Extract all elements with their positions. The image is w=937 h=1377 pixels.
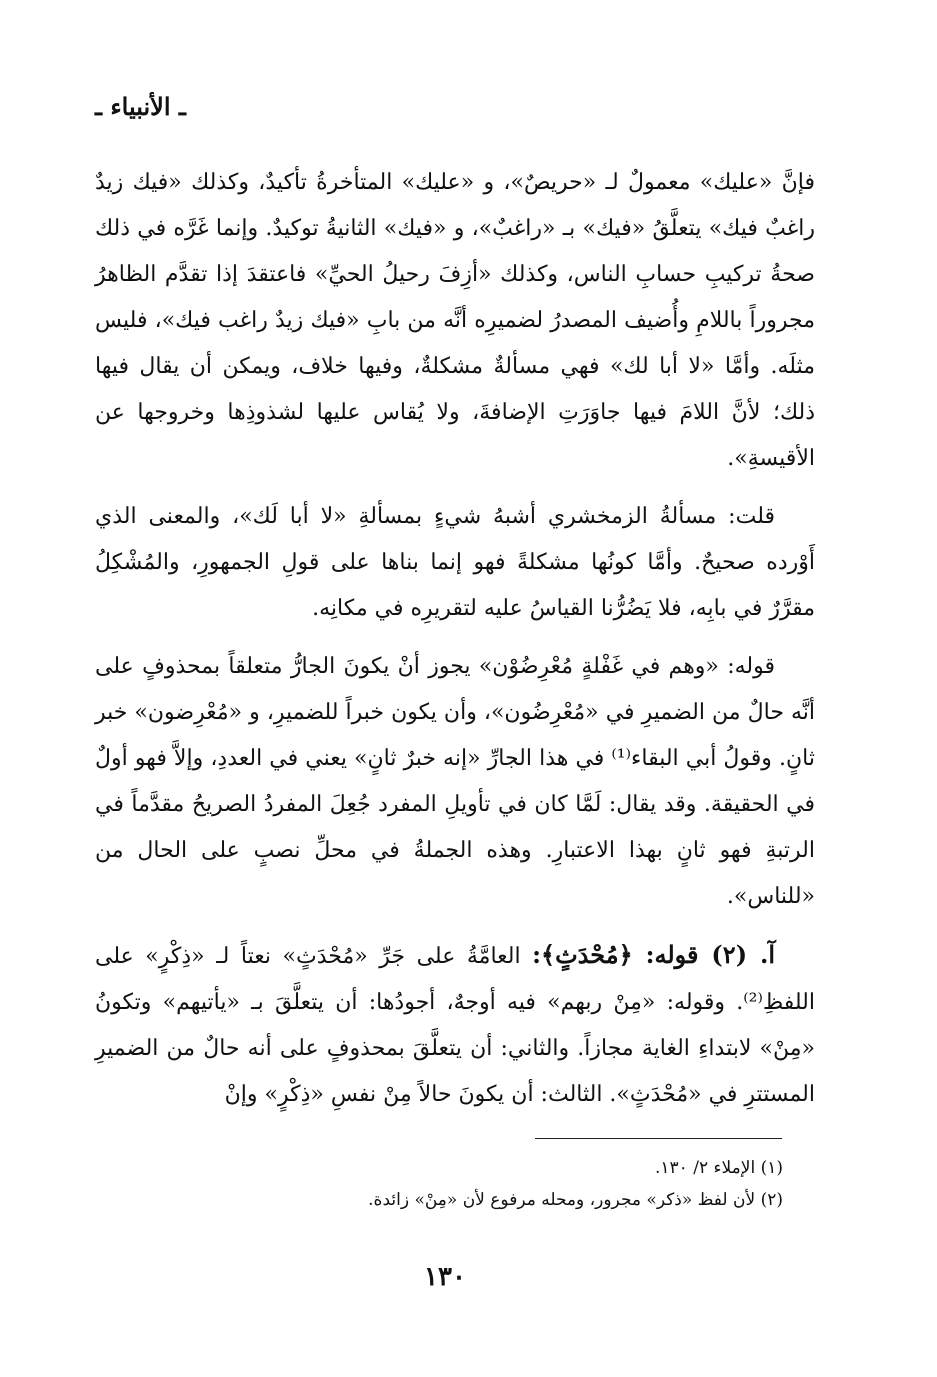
verse-marker: آ. (٢) قوله: ﴿مُحْدَثٍ﴾: <box>532 940 775 969</box>
footnote-divider <box>535 1138 782 1139</box>
footnotes <box>95 1152 783 1216</box>
verse-paragraph <box>95 932 815 1118</box>
running-header: ـ الأنبياء ـ <box>95 92 186 121</box>
paragraph: فإنَّ «عليك» معمولٌ لـ «حريصٌ»، و «عليك» المتأخرةُ تأكيدٌ، وكذلك «فيك زيدٌ راغبٌ فيك» يتعلَّقُ «فيك» بـ «راغبٌ»، و «فيك» الثانيةُ توكيدٌ. وإنما غَرَّه في ذلك صحةُ تركيبِ حسابِ الناس، وكذلك «أزِفَ رحيلُ الحيِّ» فاعتقدَ إذا تقدَّم الظاهرُ مجروراً باللامِ وأُضيف المصدرُ لضميرِه أنَّه من بابِ «فيك زيدٌ راغب فيك»، فليس مثلَه. وأمَّا «لا أبا لك» فهي مسألةٌ مشكلةٌ، وفيها خلاف، ويمكن أن يقال فيها ذلك؛ لأنَّ اللامَ فيها جاوَرَتِ الإضافةَ، ولا يُقاس عليها لشذوذِها وخروجها عن الأقيسةِ». <box>95 170 815 471</box>
page-number: ١٣٠ <box>424 1262 466 1292</box>
paragraph: قوله: «وهم في غَفْلةٍ مُعْرِضُوْن» يجوز أنْ يكونَ الجارُّ متعلقاً بمحذوفٍ على أنَّه حالٌ من الضميرِ في «مُعْرِضُون»، وأن يكون خبراً للضميرِ، و «مُعْرِضون» خبر ثانٍ. وقولُ أبي البقاء⁽¹⁾ في هذا الجارِّ «إنه خبرٌ ثانٍ» يعني في العددِ، وإلاَّ فهو أولٌ في الحقيقة. وقد يقال: لَمَّا كان في تأويلِ المفرد جُعِلَ المفردُ الصريحُ مقدَّماً في الرتبةِ فهو ثانٍ بهذا الاعتبارِ. وهذه الجملةُ في محلِّ نصبٍ على الحال من «للناس». <box>95 654 815 909</box>
verse-text: العامَّةُ على جَرِّ «مُحْدَثٍ» نعتاً لـ «ذِكْرٍ» على اللفظِ⁽²⁾. وقوله: «مِنْ ربهم» فيه أوجهٌ، أجودُها: أن يتعلَّقَ بـ «يأتيهم» وتكونُ «مِنْ» لابتداءِ الغاية مجازاً. والثاني: أن يتعلَّقَ بمحذوفٍ على أنه حالٌ من الضميرِ المستترِ في «مُحْدَثٍ». الثالث: أن يكونَ حالاً مِنْ نفسِ «ذِكْرٍ» وإنْ <box>95 944 815 1107</box>
footnote: (١) الإملاء ٢/ ١٣٠. <box>655 1158 783 1178</box>
main-text <box>95 160 815 1130</box>
paragraph: قلت: مسألةُ الزمخشري أشبهُ شيءٍ بمسألةِ «لا أبا لَك»، والمعنى الذي أَوْرده صحيحٌ. وأمَّا كونُها مشكلةً فهو إنما بناها على قولِ الجمهورِ، والمُشْكِلُ مقرَّرٌ في بابِه، فلا يَضُرُّنا القياسُ عليه لتقريرِه في مكانِه. <box>95 504 815 621</box>
footnote: (٢) لأن لفظ «ذكر» مجرور، ومحله مرفوع لأن «مِنْ» زائدة. <box>368 1190 783 1210</box>
